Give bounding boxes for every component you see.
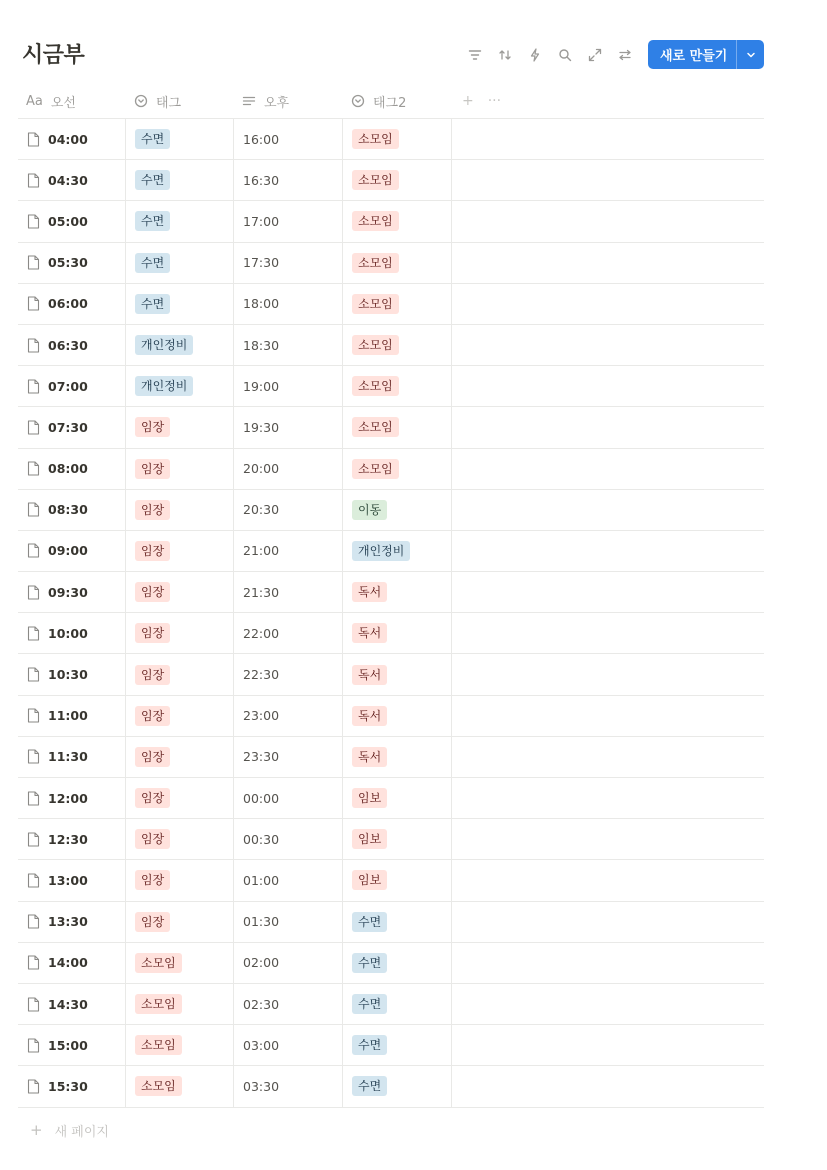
tag-badge: 소모임 bbox=[135, 1035, 182, 1055]
cell-tag2[interactable] bbox=[343, 984, 452, 1024]
cell-tag2[interactable] bbox=[343, 243, 452, 283]
cell-am[interactable] bbox=[18, 1025, 126, 1065]
column-label: 태그2 bbox=[373, 95, 407, 111]
tag-badge: 임장 bbox=[135, 623, 170, 643]
cell-tag[interactable] bbox=[126, 902, 234, 942]
pm-time: 18:00 bbox=[243, 296, 280, 312]
page-icon bbox=[27, 873, 40, 888]
cell-empty[interactable] bbox=[452, 325, 764, 365]
cell-pm[interactable] bbox=[234, 531, 343, 571]
cell-empty[interactable] bbox=[452, 490, 764, 530]
new-page-button[interactable] bbox=[30, 1118, 109, 1142]
page-icon bbox=[27, 296, 40, 311]
cell-tag2[interactable] bbox=[343, 778, 452, 818]
pm-time: 23:00 bbox=[243, 708, 280, 724]
pm-time: 01:00 bbox=[243, 872, 280, 888]
tag-badge: 소모임 bbox=[135, 994, 182, 1014]
am-time: 14:00 bbox=[48, 955, 88, 971]
tag-badge: 임장 bbox=[135, 500, 170, 520]
table-row[interactable] bbox=[18, 531, 764, 572]
tag-badge: 임장 bbox=[135, 541, 170, 561]
lightning-icon[interactable] bbox=[520, 40, 550, 70]
pm-time: 03:30 bbox=[243, 1078, 280, 1094]
cell-tag2[interactable] bbox=[343, 119, 452, 159]
cell-empty[interactable] bbox=[452, 366, 764, 406]
page-icon bbox=[27, 1038, 40, 1053]
cell-am[interactable] bbox=[18, 1066, 126, 1106]
tag-badge: 임장 bbox=[135, 459, 170, 479]
tag2-badge: 소모임 bbox=[352, 129, 399, 149]
am-time: 12:30 bbox=[48, 831, 88, 847]
tag2-badge: 임보 bbox=[352, 870, 387, 890]
page-icon bbox=[27, 832, 40, 847]
table-row[interactable] bbox=[18, 407, 764, 448]
cell-empty[interactable] bbox=[452, 284, 764, 324]
page-icon bbox=[27, 132, 40, 147]
cell-pm[interactable] bbox=[234, 984, 343, 1024]
am-time: 08:00 bbox=[48, 461, 88, 477]
cell-tag2[interactable] bbox=[343, 572, 452, 612]
cell-tag[interactable] bbox=[126, 860, 234, 900]
tag2-badge: 독서 bbox=[352, 665, 387, 685]
title-icon: Aa bbox=[26, 93, 43, 109]
am-time: 06:00 bbox=[48, 296, 88, 312]
cell-empty[interactable] bbox=[452, 531, 764, 571]
new-button-label: 새로 만들기 bbox=[660, 49, 728, 64]
tag2-badge: 소모임 bbox=[352, 376, 399, 396]
cell-am[interactable] bbox=[18, 490, 126, 530]
cell-am[interactable] bbox=[18, 984, 126, 1024]
cell-pm[interactable] bbox=[234, 1025, 343, 1065]
cell-pm[interactable] bbox=[234, 407, 343, 447]
tag-badge: 수면 bbox=[135, 170, 170, 190]
cell-tag2[interactable] bbox=[343, 943, 452, 983]
column-header-pm[interactable] bbox=[234, 84, 343, 118]
pm-time: 21:00 bbox=[243, 543, 280, 559]
pm-time: 21:30 bbox=[243, 584, 280, 600]
select-icon bbox=[134, 94, 148, 108]
cell-tag[interactable] bbox=[126, 572, 234, 612]
am-time: 12:00 bbox=[48, 790, 88, 806]
tag-badge: 개인정비 bbox=[135, 376, 193, 396]
tag-badge: 임장 bbox=[135, 582, 170, 602]
column-label: 태그 bbox=[156, 95, 182, 111]
page-icon bbox=[27, 914, 40, 929]
am-time: 15:30 bbox=[48, 1078, 88, 1094]
table-row[interactable] bbox=[18, 613, 764, 654]
tag2-badge: 독서 bbox=[352, 582, 387, 602]
pm-time: 03:00 bbox=[243, 1037, 280, 1053]
tag2-badge: 개인정비 bbox=[352, 541, 410, 561]
am-time: 08:30 bbox=[48, 502, 88, 518]
cell-am[interactable] bbox=[18, 325, 126, 365]
pm-time: 17:00 bbox=[243, 213, 280, 229]
cell-tag2[interactable] bbox=[343, 613, 452, 653]
tag2-badge: 수면 bbox=[352, 953, 387, 973]
pm-time: 00:00 bbox=[243, 790, 280, 806]
pm-time: 17:30 bbox=[243, 255, 280, 271]
cell-tag2[interactable] bbox=[343, 1066, 452, 1106]
cell-pm[interactable] bbox=[234, 119, 343, 159]
pm-time: 23:30 bbox=[243, 749, 280, 765]
cell-tag[interactable] bbox=[126, 449, 234, 489]
cell-tag[interactable] bbox=[126, 531, 234, 571]
cell-pm[interactable] bbox=[234, 160, 343, 200]
page-icon bbox=[27, 255, 40, 270]
tag-badge: 임장 bbox=[135, 665, 170, 685]
cell-tag2[interactable] bbox=[343, 366, 452, 406]
pm-time: 19:00 bbox=[243, 378, 280, 394]
cell-empty[interactable] bbox=[452, 1025, 764, 1065]
cell-am[interactable] bbox=[18, 737, 126, 777]
cell-am[interactable] bbox=[18, 778, 126, 818]
cell-empty[interactable] bbox=[452, 572, 764, 612]
cell-empty[interactable] bbox=[452, 1066, 764, 1106]
table-row[interactable] bbox=[18, 737, 764, 778]
cell-am[interactable] bbox=[18, 819, 126, 859]
table-row[interactable] bbox=[18, 1066, 764, 1107]
tag2-badge: 소모임 bbox=[352, 170, 399, 190]
cell-tag2[interactable] bbox=[343, 407, 452, 447]
cell-tag2[interactable] bbox=[343, 696, 452, 736]
cell-tag[interactable] bbox=[126, 654, 234, 694]
page-icon bbox=[27, 214, 40, 229]
cell-pm[interactable] bbox=[234, 902, 343, 942]
pm-time: 02:30 bbox=[243, 996, 280, 1012]
page-title: 시금부 bbox=[22, 43, 85, 68]
tag2-badge: 독서 bbox=[352, 747, 387, 767]
tag-badge: 임장 bbox=[135, 417, 170, 437]
cell-tag[interactable] bbox=[126, 366, 234, 406]
cell-am[interactable] bbox=[18, 243, 126, 283]
tag2-badge: 이동 bbox=[352, 500, 387, 520]
tag2-badge: 소모임 bbox=[352, 459, 399, 479]
cell-tag2[interactable] bbox=[343, 902, 452, 942]
cell-tag[interactable] bbox=[126, 696, 234, 736]
cell-tag[interactable] bbox=[126, 819, 234, 859]
cell-tag2[interactable] bbox=[343, 654, 452, 694]
tag2-badge: 임보 bbox=[352, 788, 387, 808]
pm-time: 19:30 bbox=[243, 419, 280, 435]
page-icon bbox=[27, 997, 40, 1012]
column-label: 오선 bbox=[50, 95, 76, 111]
table-row[interactable] bbox=[18, 696, 764, 737]
tag2-badge: 독서 bbox=[352, 623, 387, 643]
cell-tag[interactable] bbox=[126, 1025, 234, 1065]
tag-badge: 임장 bbox=[135, 706, 170, 726]
cell-empty[interactable] bbox=[452, 943, 764, 983]
cell-empty[interactable] bbox=[452, 984, 764, 1024]
cell-am[interactable] bbox=[18, 654, 126, 694]
column-header-tag[interactable] bbox=[126, 84, 234, 118]
filter-icon[interactable] bbox=[460, 40, 490, 70]
cell-empty[interactable] bbox=[452, 860, 764, 900]
tag2-badge: 소모임 bbox=[352, 335, 399, 355]
column-actions bbox=[452, 93, 515, 109]
pm-time: 18:30 bbox=[243, 337, 280, 353]
cell-am[interactable] bbox=[18, 119, 126, 159]
cell-pm[interactable] bbox=[234, 449, 343, 489]
page-icon bbox=[27, 338, 40, 353]
tag2-badge: 수면 bbox=[352, 912, 387, 932]
cell-tag2[interactable] bbox=[343, 819, 452, 859]
page-icon bbox=[27, 667, 40, 682]
view-toolbar bbox=[460, 40, 640, 70]
cell-tag2[interactable] bbox=[343, 325, 452, 365]
cell-tag2[interactable] bbox=[343, 490, 452, 530]
cell-pm[interactable] bbox=[234, 366, 343, 406]
table-row[interactable] bbox=[18, 819, 764, 860]
pm-time: 01:30 bbox=[243, 914, 280, 930]
cell-pm[interactable] bbox=[234, 737, 343, 777]
am-time: 07:30 bbox=[48, 419, 88, 435]
cell-tag[interactable] bbox=[126, 1066, 234, 1106]
sort-icon[interactable] bbox=[490, 40, 520, 70]
cell-am[interactable] bbox=[18, 366, 126, 406]
cell-empty[interactable] bbox=[452, 737, 764, 777]
cell-pm[interactable] bbox=[234, 696, 343, 736]
column-header-tag2[interactable] bbox=[343, 84, 452, 118]
page-icon bbox=[27, 955, 40, 970]
table-row[interactable] bbox=[18, 654, 764, 695]
tag2-badge: 소모임 bbox=[352, 417, 399, 437]
new-page-label: 새 페이지 bbox=[54, 1124, 109, 1140]
settings-icon[interactable] bbox=[610, 40, 640, 70]
am-time: 04:30 bbox=[48, 172, 88, 188]
am-time: 10:00 bbox=[48, 625, 88, 641]
select-icon bbox=[351, 94, 365, 108]
page-icon bbox=[27, 585, 40, 600]
cell-tag[interactable] bbox=[126, 943, 234, 983]
cell-am[interactable] bbox=[18, 160, 126, 200]
page-icon bbox=[27, 502, 40, 517]
tag-badge: 임장 bbox=[135, 747, 170, 767]
tag-badge: 임장 bbox=[135, 788, 170, 808]
chevron-down-icon[interactable] bbox=[737, 50, 764, 60]
cell-empty[interactable] bbox=[452, 243, 764, 283]
expand-icon[interactable] bbox=[580, 40, 610, 70]
cell-empty[interactable] bbox=[452, 449, 764, 489]
am-time: 13:30 bbox=[48, 914, 88, 930]
pm-time: 00:30 bbox=[243, 831, 280, 847]
tag2-badge: 소모임 bbox=[352, 253, 399, 273]
pm-time: 16:30 bbox=[243, 172, 280, 188]
cell-empty[interactable] bbox=[452, 201, 764, 241]
tag-badge: 수면 bbox=[135, 294, 170, 314]
cell-pm[interactable] bbox=[234, 1066, 343, 1106]
table-row[interactable] bbox=[18, 449, 764, 490]
am-time: 07:00 bbox=[48, 378, 88, 394]
tag2-badge: 소모임 bbox=[352, 211, 399, 231]
tag2-badge: 수면 bbox=[352, 1035, 387, 1055]
pm-time: 20:00 bbox=[243, 461, 280, 477]
page-icon bbox=[27, 708, 40, 723]
table-row[interactable] bbox=[18, 984, 764, 1025]
page-icon bbox=[27, 420, 40, 435]
cell-pm[interactable] bbox=[234, 572, 343, 612]
cell-empty[interactable] bbox=[452, 654, 764, 694]
cell-tag[interactable] bbox=[126, 119, 234, 159]
cell-empty[interactable] bbox=[452, 819, 764, 859]
cell-pm[interactable] bbox=[234, 943, 343, 983]
page-icon bbox=[27, 543, 40, 558]
am-time: 15:00 bbox=[48, 1037, 88, 1053]
cell-empty[interactable] bbox=[452, 696, 764, 736]
cell-tag[interactable] bbox=[126, 284, 234, 324]
cell-tag[interactable] bbox=[126, 778, 234, 818]
am-time: 13:00 bbox=[48, 872, 88, 888]
tag-badge: 수면 bbox=[135, 211, 170, 231]
am-time: 05:00 bbox=[48, 213, 88, 229]
cell-tag2[interactable] bbox=[343, 531, 452, 571]
tag-badge: 소모임 bbox=[135, 1076, 182, 1096]
cell-tag2[interactable] bbox=[343, 201, 452, 241]
page-icon bbox=[27, 749, 40, 764]
table-row[interactable] bbox=[18, 160, 764, 201]
pm-time: 22:00 bbox=[243, 625, 280, 641]
cell-tag[interactable] bbox=[126, 737, 234, 777]
cell-pm[interactable] bbox=[234, 613, 343, 653]
cell-am[interactable] bbox=[18, 284, 126, 324]
page-icon bbox=[27, 1079, 40, 1094]
cell-pm[interactable] bbox=[234, 819, 343, 859]
tag-badge: 임장 bbox=[135, 829, 170, 849]
page-icon bbox=[27, 626, 40, 641]
page-icon bbox=[27, 379, 40, 394]
cell-tag[interactable] bbox=[126, 160, 234, 200]
cell-am[interactable] bbox=[18, 902, 126, 942]
cell-tag2[interactable] bbox=[343, 1025, 452, 1065]
page-icon bbox=[27, 791, 40, 806]
am-time: 09:30 bbox=[48, 584, 88, 600]
tag-badge: 개인정비 bbox=[135, 335, 193, 355]
table-row[interactable] bbox=[18, 119, 764, 160]
column-header-row bbox=[18, 84, 515, 118]
cell-pm[interactable] bbox=[234, 490, 343, 530]
tag-badge: 임장 bbox=[135, 912, 170, 932]
cell-tag2[interactable] bbox=[343, 860, 452, 900]
cell-pm[interactable] bbox=[234, 654, 343, 694]
cell-pm[interactable] bbox=[234, 284, 343, 324]
cell-pm[interactable] bbox=[234, 860, 343, 900]
table-row[interactable] bbox=[18, 860, 764, 901]
cell-tag[interactable] bbox=[126, 325, 234, 365]
tag2-badge: 소모임 bbox=[352, 294, 399, 314]
plus-icon: + bbox=[30, 1121, 43, 1139]
page-icon bbox=[27, 173, 40, 188]
am-time: 04:00 bbox=[48, 131, 88, 147]
cell-empty[interactable] bbox=[452, 613, 764, 653]
tag-badge: 소모임 bbox=[135, 953, 182, 973]
pm-time: 16:00 bbox=[243, 131, 280, 147]
am-time: 11:00 bbox=[48, 708, 88, 724]
column-label: 오후 bbox=[264, 95, 290, 111]
pm-time: 20:30 bbox=[243, 502, 280, 518]
cell-am[interactable] bbox=[18, 449, 126, 489]
pm-time: 22:30 bbox=[243, 667, 280, 683]
cell-am[interactable] bbox=[18, 531, 126, 571]
cell-tag[interactable] bbox=[126, 201, 234, 241]
cell-tag2[interactable] bbox=[343, 160, 452, 200]
add-column-icon[interactable]: + bbox=[462, 93, 474, 109]
cell-tag2[interactable] bbox=[343, 284, 452, 324]
am-time: 05:30 bbox=[48, 255, 88, 271]
cell-tag[interactable] bbox=[126, 490, 234, 530]
cell-am[interactable] bbox=[18, 613, 126, 653]
cell-tag[interactable] bbox=[126, 613, 234, 653]
cell-pm[interactable] bbox=[234, 243, 343, 283]
cell-tag[interactable] bbox=[126, 407, 234, 447]
database-table bbox=[18, 118, 764, 1108]
table-row[interactable] bbox=[18, 284, 764, 325]
cell-tag[interactable] bbox=[126, 243, 234, 283]
am-time: 06:30 bbox=[48, 337, 88, 353]
table-row[interactable] bbox=[18, 778, 764, 819]
cell-empty[interactable] bbox=[452, 407, 764, 447]
cell-empty[interactable] bbox=[452, 902, 764, 942]
cell-empty[interactable] bbox=[452, 160, 764, 200]
column-header-am[interactable] bbox=[18, 84, 126, 118]
cell-am[interactable] bbox=[18, 407, 126, 447]
table-row[interactable] bbox=[18, 201, 764, 242]
cell-pm[interactable] bbox=[234, 325, 343, 365]
cell-tag2[interactable] bbox=[343, 737, 452, 777]
cell-am[interactable] bbox=[18, 201, 126, 241]
tag-badge: 수면 bbox=[135, 129, 170, 149]
more-icon[interactable]: ··· bbox=[487, 93, 502, 109]
table-row[interactable] bbox=[18, 943, 764, 984]
tag-badge: 임장 bbox=[135, 870, 170, 890]
cell-am[interactable] bbox=[18, 696, 126, 736]
table-row[interactable] bbox=[18, 902, 764, 943]
tag2-badge: 수면 bbox=[352, 1076, 387, 1096]
am-time: 09:00 bbox=[48, 543, 88, 559]
page-icon bbox=[27, 461, 40, 476]
am-time: 10:30 bbox=[48, 667, 88, 683]
cell-am[interactable] bbox=[18, 572, 126, 612]
table-row[interactable] bbox=[18, 1025, 764, 1066]
table-row[interactable] bbox=[18, 490, 764, 531]
cell-am[interactable] bbox=[18, 943, 126, 983]
cell-pm[interactable] bbox=[234, 778, 343, 818]
tag2-badge: 수면 bbox=[352, 994, 387, 1014]
tag-badge: 수면 bbox=[135, 253, 170, 273]
pm-time: 02:00 bbox=[243, 955, 280, 971]
new-button[interactable] bbox=[648, 40, 764, 69]
am-time: 14:30 bbox=[48, 996, 88, 1012]
cell-pm[interactable] bbox=[234, 201, 343, 241]
page-header bbox=[0, 0, 827, 90]
am-time: 11:30 bbox=[48, 749, 88, 765]
table-row[interactable] bbox=[18, 243, 764, 284]
cell-empty[interactable] bbox=[452, 119, 764, 159]
cell-empty[interactable] bbox=[452, 778, 764, 818]
table-row[interactable] bbox=[18, 366, 764, 407]
table-row[interactable] bbox=[18, 572, 764, 613]
table-row[interactable] bbox=[18, 325, 764, 366]
cell-am[interactable] bbox=[18, 860, 126, 900]
cell-tag2[interactable] bbox=[343, 449, 452, 489]
search-icon[interactable] bbox=[550, 40, 580, 70]
tag2-badge: 임보 bbox=[352, 829, 387, 849]
cell-tag[interactable] bbox=[126, 984, 234, 1024]
text-icon bbox=[242, 94, 256, 108]
tag2-badge: 독서 bbox=[352, 706, 387, 726]
